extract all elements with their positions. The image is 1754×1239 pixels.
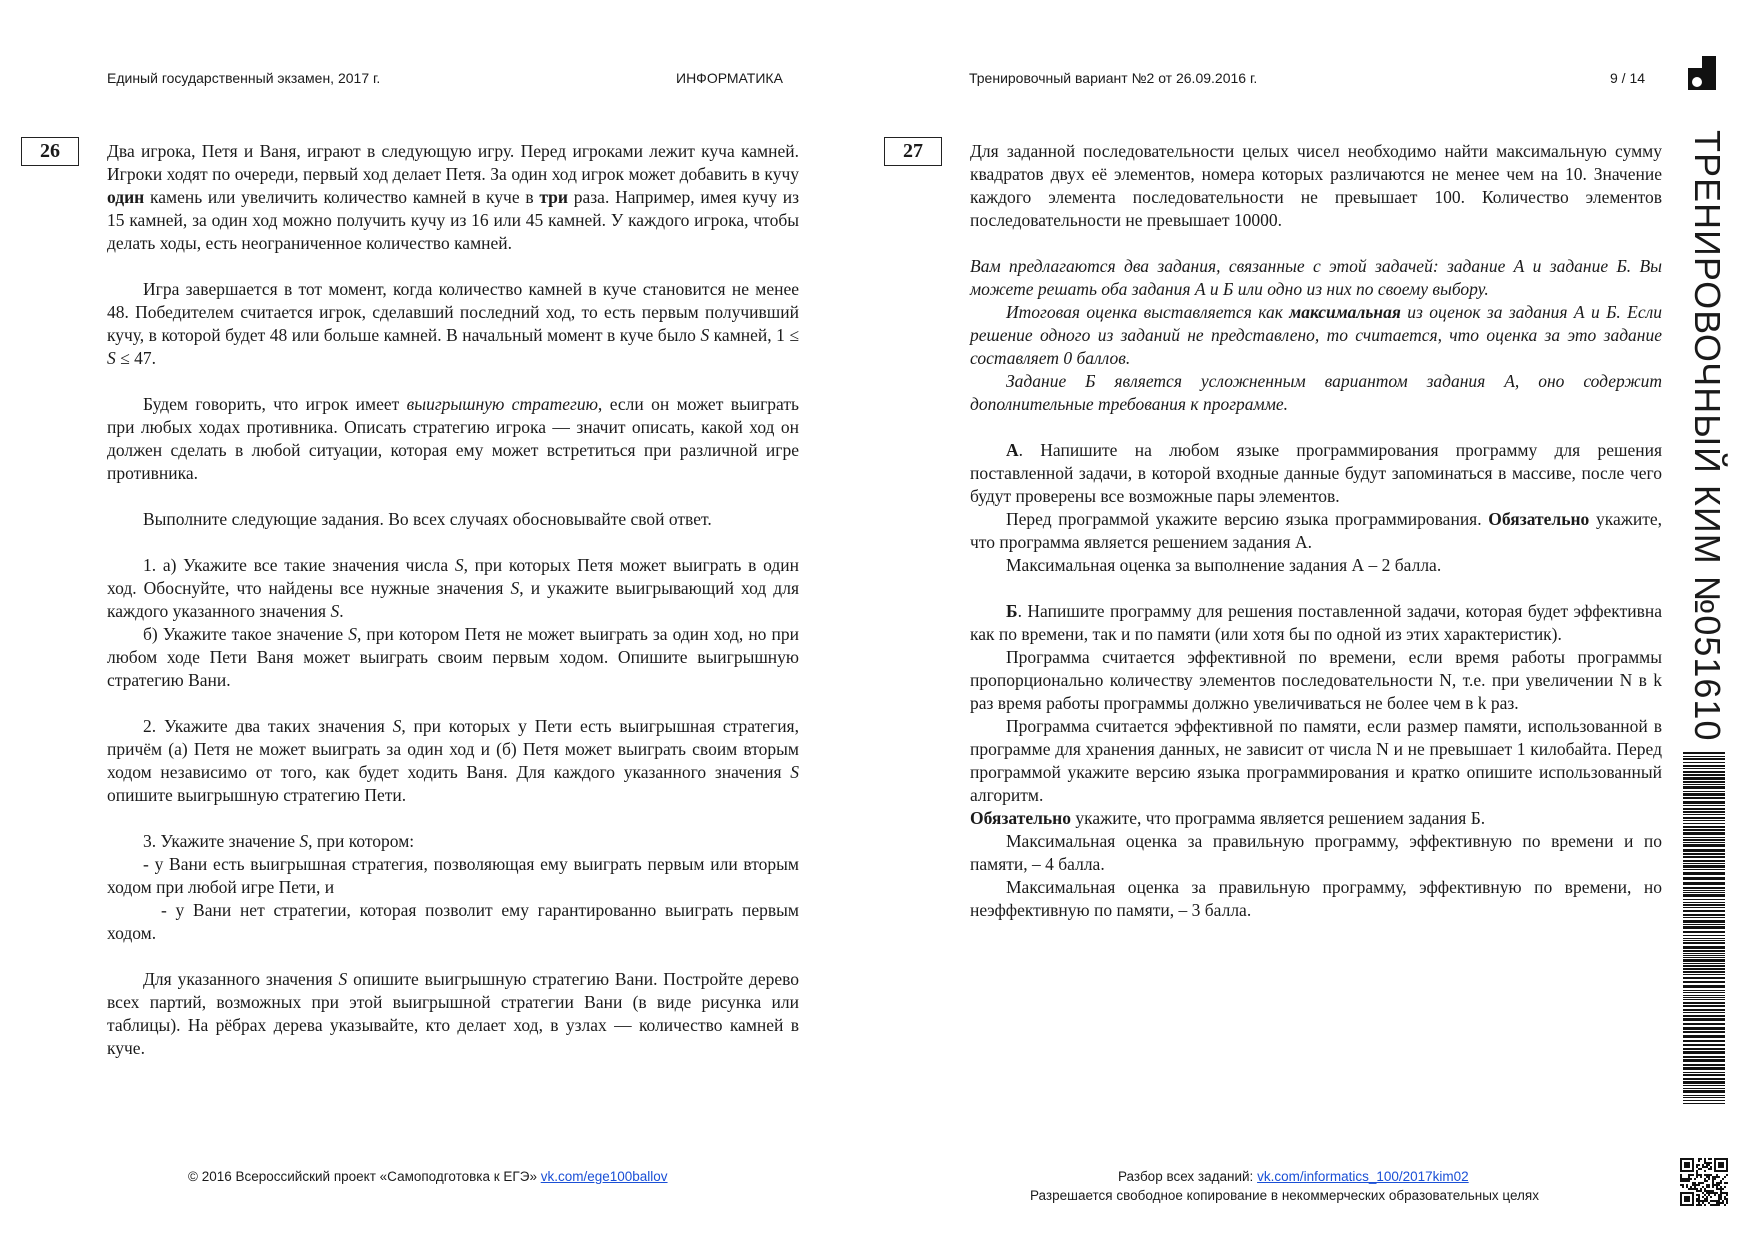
task-27-part-b: Б. Напишите программу для решения поставленной задачи, которая будет эффективна как по времени, так и по памяти (или хотя бы по одной из этих характеристик). xyxy=(970,601,1662,644)
task-26-condition-1: - у Вани есть выигрышная стратегия, позволяющая ему выиграть первым или вторым ходом при любой игре Пети, и xyxy=(107,854,799,897)
task-26-condition-2: - у Вани нет стратегии, которая позволит ему гарантированно выиграть первым ходом. xyxy=(107,900,799,943)
task-27-paragraph-1: Для заданной последовательности целых чисел необходимо найти максимальную сумму квадратов двух её элементов, номера которых различаются не менее чем на 10. Значение каждого элемента последовательности не превышает 100. Количество элементов последовательности не превышает 10000. xyxy=(970,141,1662,230)
task-26-question-3: 3. Укажите значение S, при котором: xyxy=(143,831,415,851)
task-27-intro-1: Вам предлагаются два задания, связанные с этой задачей: задание А и задание Б. Вы можете решать оба задания А и Б или одно из них по своему выбору. xyxy=(970,256,1662,299)
task-27-number: 27 xyxy=(884,137,942,166)
logo-icon xyxy=(1688,56,1716,90)
task-27-part-a-score: Максимальная оценка за выполнение задания А – 2 балла. xyxy=(1006,555,1442,575)
barcode-icon xyxy=(1683,752,1725,1104)
task-26-instruction: Выполните следующие задания. Во всех случаях обосновывайте свой ответ. xyxy=(143,509,712,529)
task-26-paragraph-3: Будем говорить, что игрок имеет выигрышную стратегию, если он может выиграть при любых ходах противника. Описать стратегию игрока — значит описать, какой ход он должен сделать в любой ситуации, которая ему может встретиться при различной игре противника. xyxy=(107,394,800,483)
task-27-part-a: А. Напишите на любом языке программирования программу для решения поставленной задачи, в которой входные данные будут запоминаться в массиве, после чего будут проверены все возможные пары элементов. xyxy=(970,440,1662,506)
header-page-number: 9 / 14 xyxy=(1610,70,1646,86)
footer-analysis: Разбор всех заданий: vk.com/informatics_100/2017kim02 xyxy=(1118,1169,1469,1184)
header-variant: Тренировочный вариант №2 от 26.09.2016 г. xyxy=(969,70,1258,86)
header-subject: ИНФОРМАТИКА xyxy=(676,70,783,86)
task-26-body xyxy=(107,140,799,1060)
task-27-part-a-version: Перед программой укажите версию языка программирования. Обязательно укажите, что программа является решением задания А. xyxy=(970,509,1662,552)
task-26-paragraph-1: Два игрока, Петя и Ваня, играют в следующую игру. Перед игроками лежит куча камней. Игроки ходят по очереди, первый ход делает Петя. За один ход игрок может добавить в кучу один камень или увеличить количество камней в куче в три раза. Например, имея кучу из 15 камней, за один ход можно получить кучу из 16 или 45 камней. У каждого игрока, чтобы делать ходы, есть неограниченное количество камней. xyxy=(107,141,799,253)
task-26-question-2: 2. Укажите два таких значения S, при которых у Пети есть выигрышная стратегия, причём (а) Петя не может выиграть за один ход и (б) Петя может выиграть своим вторым ходом независимо от того, как будет ходить Ваня. Для каждого указанного значения S опишите выигрышную стратегию Пети. xyxy=(107,716,799,805)
task-27-part-b-time: Программа считается эффективной по времени, если время работы программы пропорционально количеству элементов последовательности N, т.е. при увеличении N в k раз время работы программы должно увеличиваться не более чем в k раз. xyxy=(970,647,1662,713)
task-27-intro-2: Итоговая оценка выставляется как максимальная из оценок за задания А и Б. Если решение одного из заданий не представлено, то считается, что оценка за это задание составляет 0 баллов. xyxy=(970,302,1662,368)
task-27-intro-3: Задание Б является усложненным вариантом задания А, оно содержит дополнительные требования к программе. xyxy=(970,371,1662,414)
task-26-number: 26 xyxy=(21,137,79,166)
task-26-question-1a: 1. а) Укажите все такие значения числа S, при которых Петя может выиграть в один ход. Обоснуйте, что найдены все нужные значения S, и укажите выигрывающий ход для каждого указанного значения S. xyxy=(107,555,799,621)
footer-license: Разрешается свободное копирование в некоммерческих образовательных целях xyxy=(1030,1188,1539,1203)
task-27-part-b-score-4: Максимальная оценка за правильную программу, эффективную по времени и по памяти, – 4 балла. xyxy=(970,831,1662,874)
qr-code-icon xyxy=(1680,1158,1728,1206)
task-27-body xyxy=(970,140,1662,922)
task-26-paragraph-2: Игра завершается в тот момент, когда количество камней в куче становится не менее 48. Победителем считается игрок, сделавший последний ход, то есть первым получивший кучу, в которой будет 48 или больше камней. В начальный момент в куче было S камней, 1 ≤ S ≤ 47. xyxy=(107,279,799,368)
header-exam-title: Единый государственный экзамен, 2017 г. xyxy=(107,70,381,86)
task-26-question-1b: б) Укажите такое значение S, при котором Петя не может выиграть за один ход, но при любом ходе Пети Ваня может выиграть своим первым ходом. Опишите выигрышную стратегию Вани. xyxy=(107,624,800,690)
task-27-part-b-required: Обязательно укажите, что программа является решением задания Б. xyxy=(970,808,1486,828)
footer-analysis-link[interactable]: vk.com/informatics_100/2017kim02 xyxy=(1257,1169,1469,1184)
task-27-part-b-score-3: Максимальная оценка за правильную программу, эффективную по времени, но неэффективную по памяти, – 3 балла. xyxy=(970,877,1662,920)
task-26-paragraph-tree: Для указанного значения S опишите выигрышную стратегию Вани. Постройте дерево всех партий, возможных при этой выигрышной стратегии Вани (в виде рисунка или таблицы). На рёбрах дерева указывайте, кто делает ход, в узлах — количество камней в куче. xyxy=(107,969,799,1058)
task-27-part-b-memory: Программа считается эффективной по памяти, если размер памяти, использованной в программе для хранения данных, не зависит от числа N и не превышает 1 килобайта. Перед программой укажите версию языка программирования и кратко опишите использованный алгоритм. xyxy=(970,716,1662,805)
footer-project-link[interactable]: vk.com/ege100ballov xyxy=(540,1169,668,1184)
footer-copyright: © 2016 Всероссийский проект «Самоподготовка к ЕГЭ» vk.com/ege100ballov xyxy=(188,1169,668,1184)
side-label: ТРЕНИРОВОЧНЫЙ КИМ №051610 xyxy=(1687,130,1728,742)
